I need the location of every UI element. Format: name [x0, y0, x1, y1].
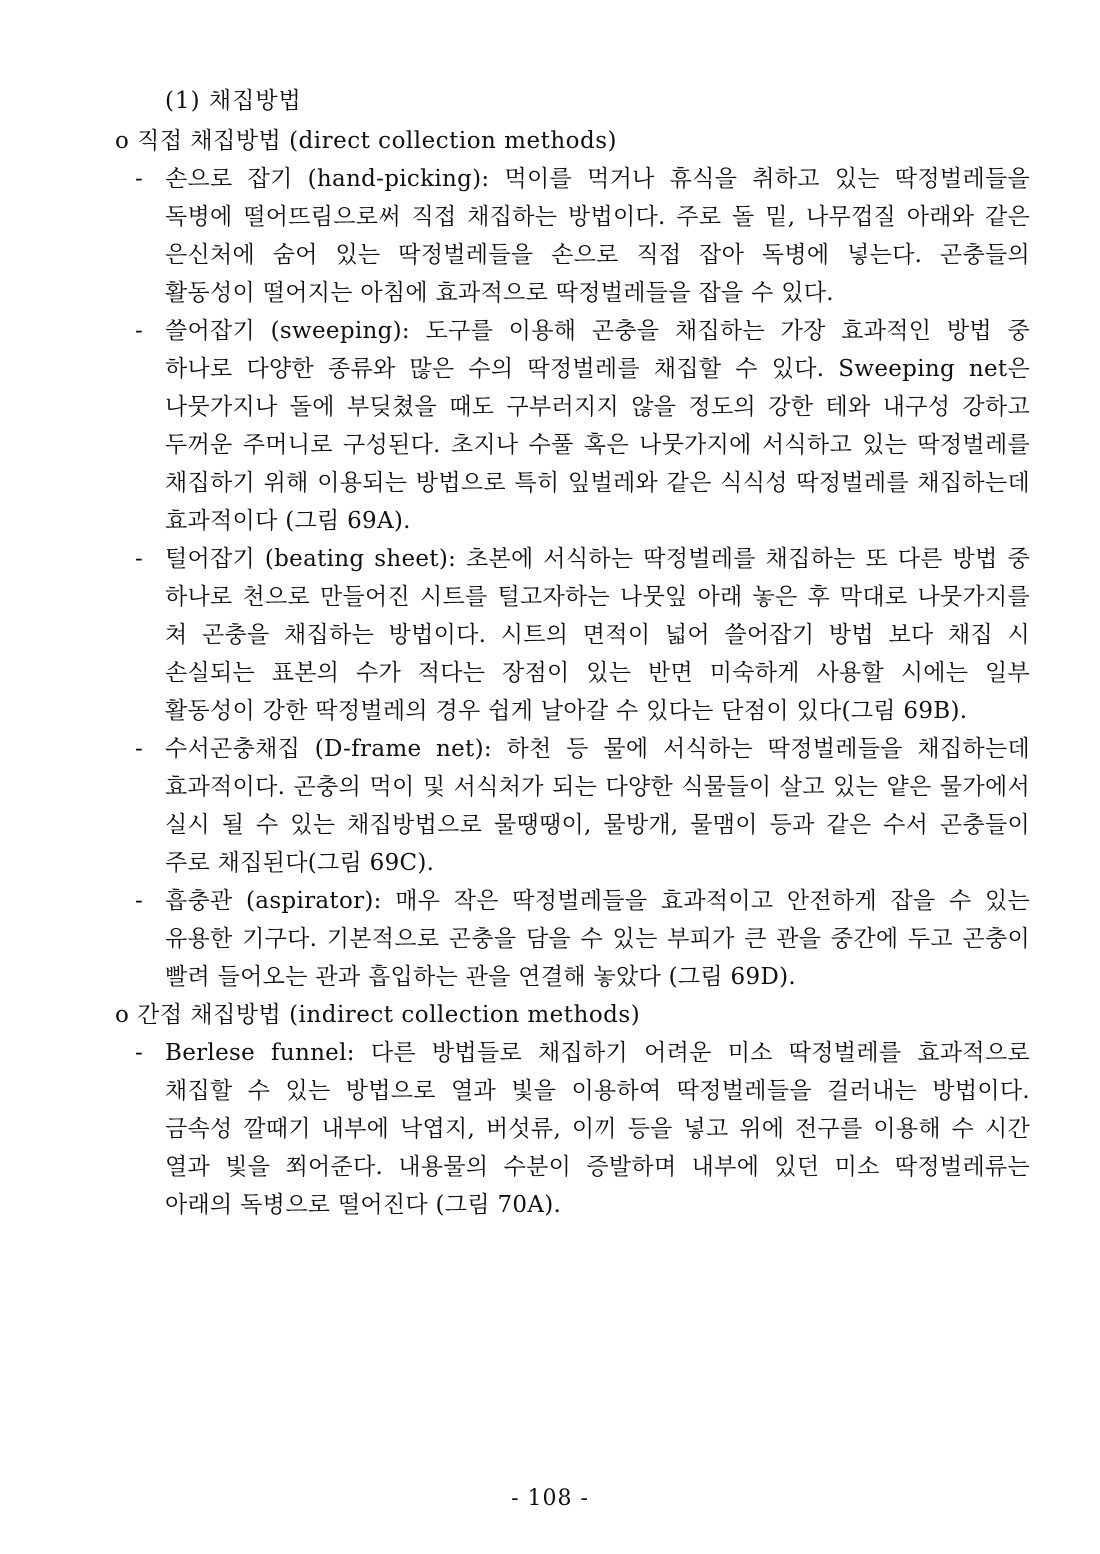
list-dash: -	[135, 546, 143, 572]
list-item-text: 털어잡기 (beating sheet): 초본에 서식하는 딱정벌레를 채집하는 또 다른 방법 중 하나로 천으로 만들어진 시트를 털고자하는 나뭇잎 아래 놓은 후 막대로 나뭇가지를 쳐 곤충을 채집하는 방법이다. 시트의 면적이 넓어 쓸어잡기 방법 보다 채집 시 손실되는 표본의 수가 적다는 장점이 있는 반면 미숙하게 사용할 시에는 일부 활동성이 강한 딱정벌레의 경우 쉽게 날아갈 수 있다는 단점이 있다(그림 69B).	[165, 546, 1030, 724]
list-item	[115, 730, 1030, 882]
list-dash: -	[135, 166, 143, 192]
list-item	[115, 540, 1030, 730]
page-content	[115, 122, 1030, 1224]
subsection-heading: (1) 채집방법	[165, 88, 302, 114]
list-item-text: Berlese funnel: 다른 방법들로 채집하기 어려운 미소 딱정벌레를 효과적으로 채집할 수 있는 방법으로 열과 빛을 이용하여 딱정벌레들을 걸러내는 방법이다. 금속성 깔때기 내부에 낙엽지, 버섯류, 이끼 등을 넣고 위에 전구를 이용해 수 시간 열과 빛을 쬐어준다. 내용물의 수분이 증발하며 내부에 있던 미소 딱정벌레류는 아래의 독병으로 떨어진다 (그림 70A).	[165, 1040, 1030, 1218]
list-item-text: 수서곤충채집 (D-frame net): 하천 등 물에 서식하는 딱정벌레들을 채집하는데 효과적이다. 곤충의 먹이 및 서식처가 되는 다양한 식물들이 살고 있는 얕은 물가에서 실시 될 수 있는 채집방법으로 물땡땡이, 물방개, 물맴이 등과 같은 수서 곤충들이 주로 채집된다(그림 69C).	[165, 736, 1030, 876]
section-title: o 직접 채집방법 (direct collection methods)	[115, 128, 618, 154]
list-item	[115, 882, 1030, 996]
list-dash: -	[135, 1040, 143, 1066]
list-dash: -	[135, 318, 143, 344]
list-item-text: 쓸어잡기 (sweeping): 도구를 이용해 곤충을 채집하는 가장 효과적인 방법 중 하나로 다양한 종류와 많은 수의 딱정벌레를 채집할 수 있다. Sweeping net은 나뭇가지나 돌에 부딪쳤을 때도 구부러지지 않을 정도의 강한 테와 내구성 강하고 두꺼운 주머니로 구성된다. 초지나 수풀 혹은 나뭇가지에 서식하고 있는 딱정벌레를 채집하기 위해 이용되는 방법으로 특히 잎벌레와 같은 식식성 딱정벌레를 채집하는데 효과적이다 (그림 69A).	[165, 318, 1030, 534]
indirect-collection-section	[115, 996, 1030, 1224]
list-item	[115, 160, 1030, 312]
section-title: o 간접 채집방법 (indirect collection methods)	[115, 1002, 641, 1028]
direct-collection-section	[115, 122, 1030, 996]
list-item	[115, 312, 1030, 540]
page-number: - 108 -	[511, 1486, 589, 1511]
list-item-text: 손으로 잡기 (hand-picking): 먹이를 먹거나 휴식을 취하고 있는 딱정벌레들을 독병에 떨어뜨림으로써 직접 채집하는 방법이다. 주로 돌 밑, 나무껍질 아래와 같은 은신처에 숨어 있는 딱정벌레들을 손으로 직접 잡아 독병에 넣는다. 곤충들의 활동성이 떨어지는 아침에 효과적으로 딱정벌레들을 잡을 수 있다.	[165, 166, 1030, 306]
list-item-text: 흡충관 (aspirator): 매우 작은 딱정벌레들을 효과적이고 안전하게 잡을 수 있는 유용한 기구다. 기본적으로 곤충을 담을 수 있는 부피가 큰 관을 중간에 두고 곤충이 빨려 들어오는 관과 흡입하는 관을 연결해 놓았다 (그림 69D).	[165, 888, 1030, 990]
list-dash: -	[135, 888, 143, 914]
list-item	[115, 1034, 1030, 1224]
list-dash: -	[135, 736, 143, 762]
